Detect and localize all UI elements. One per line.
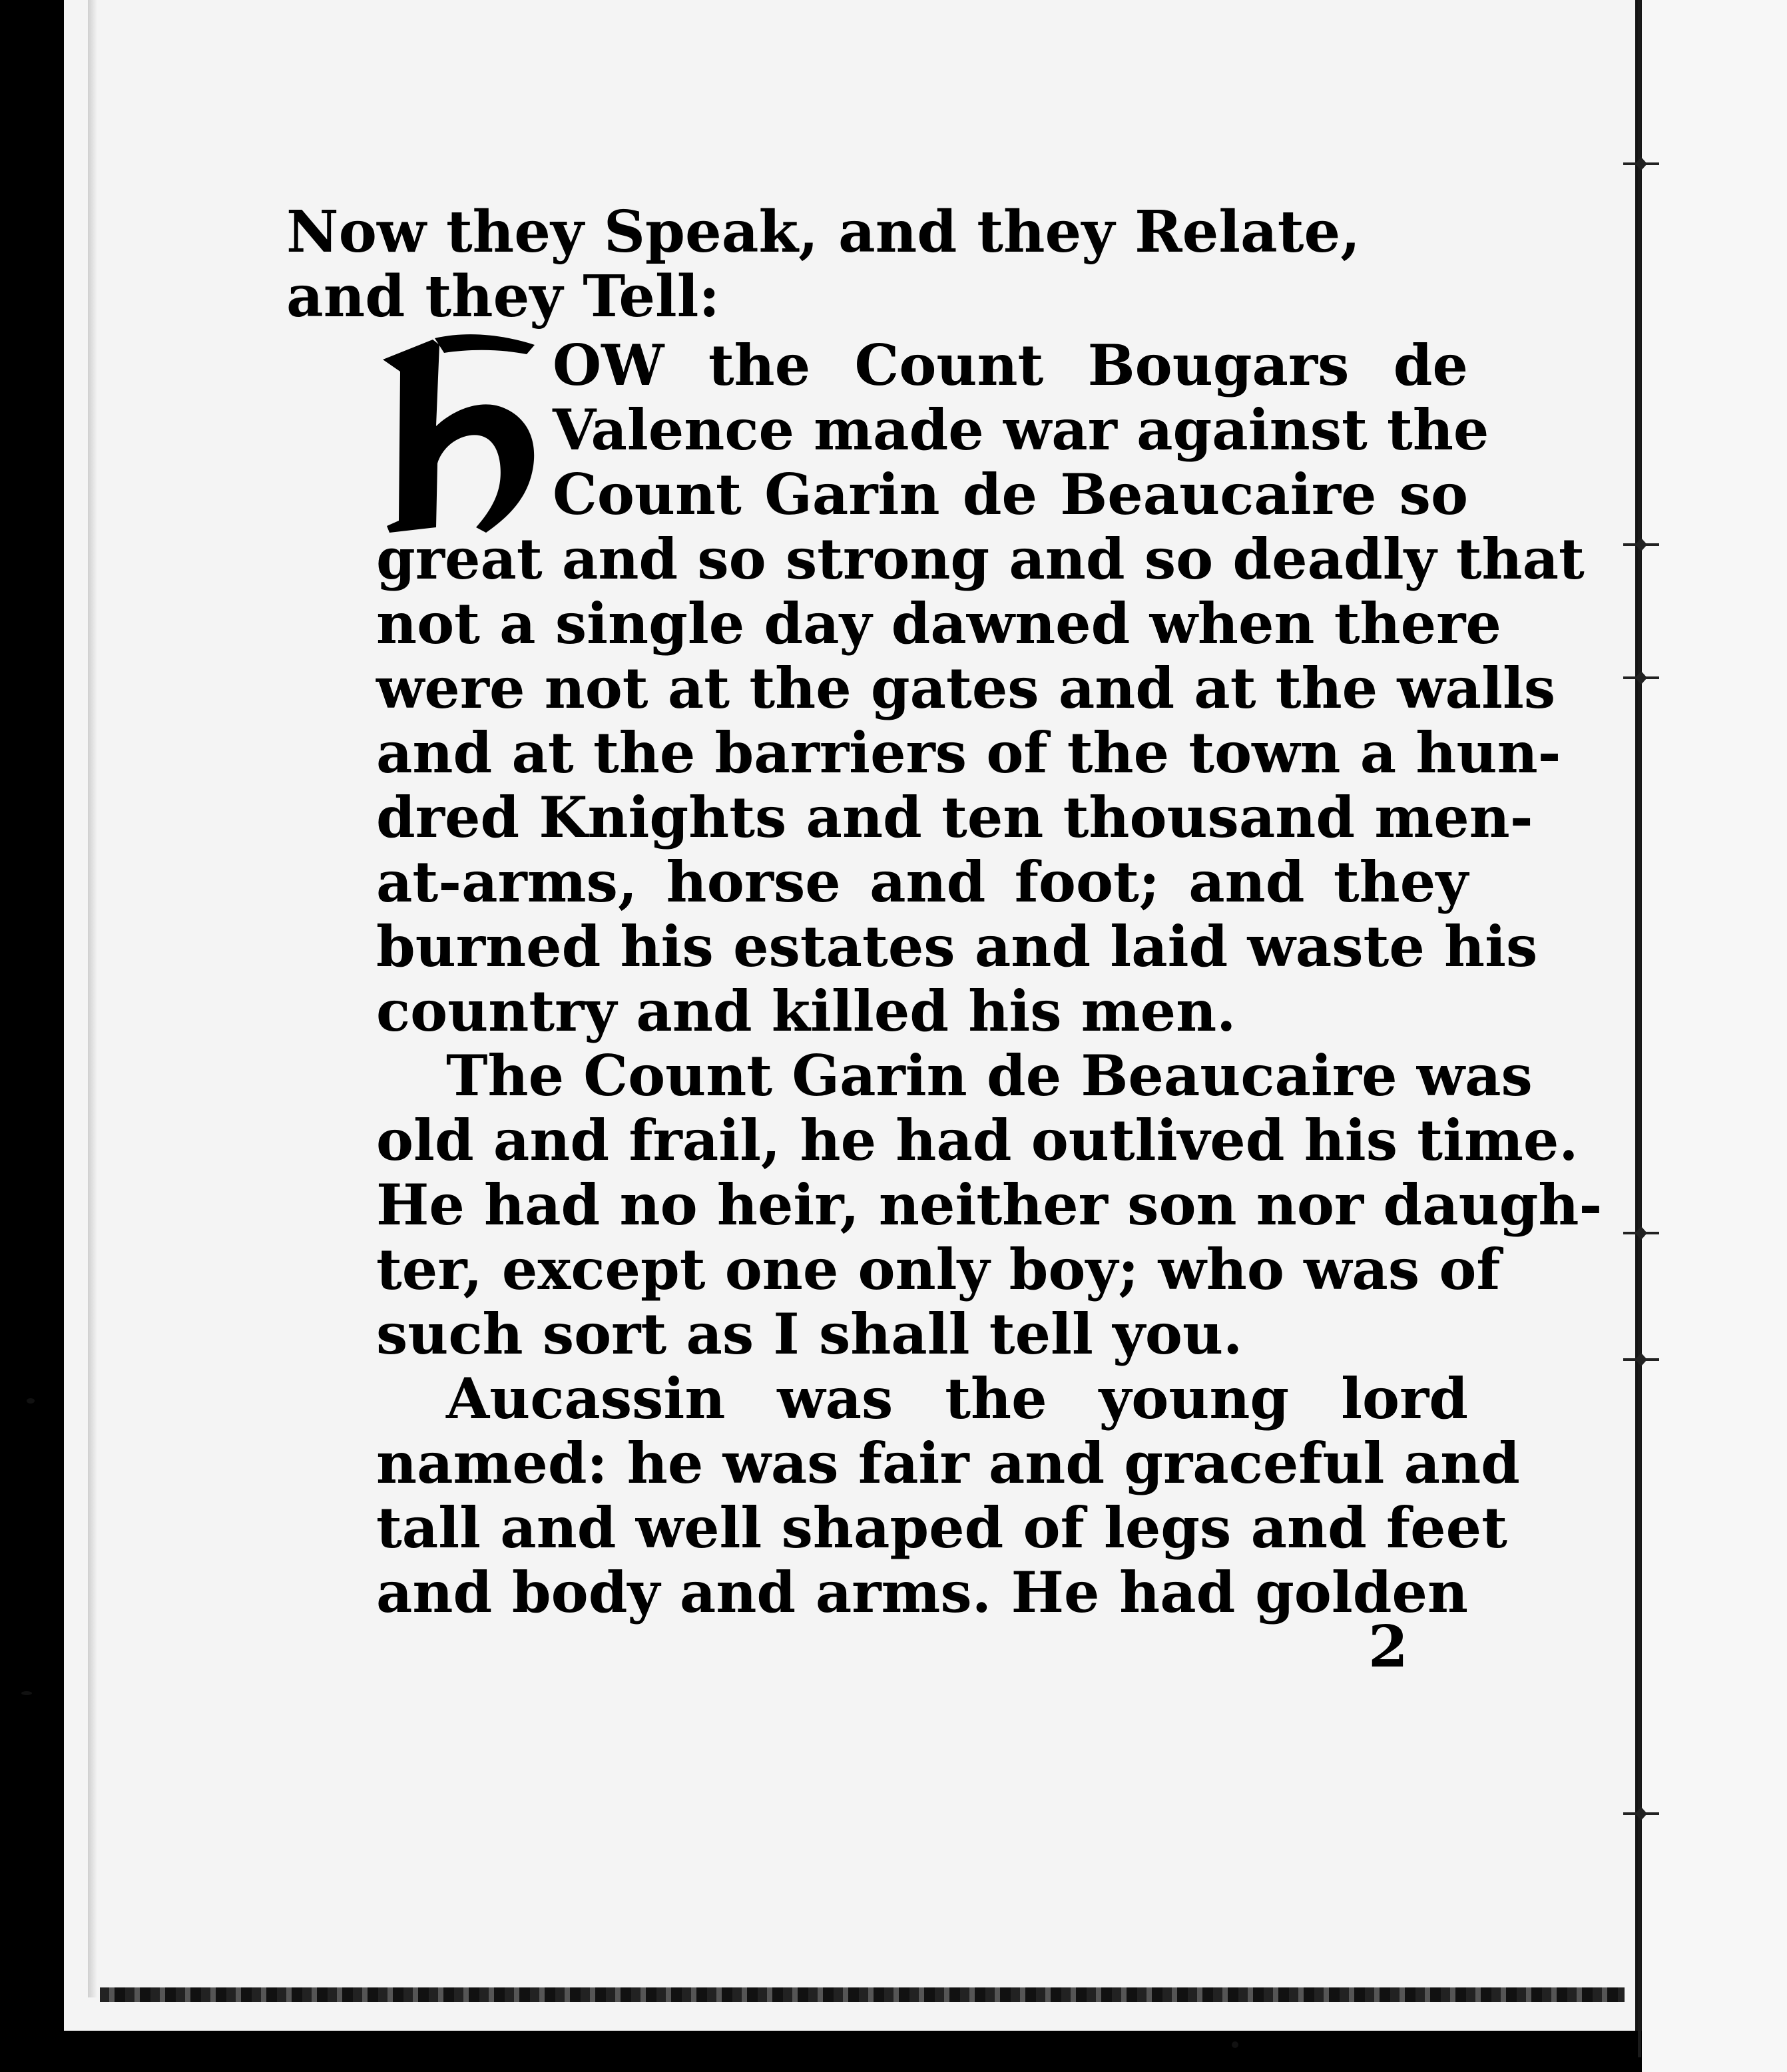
text-line: and body and arms. He had golden [376,1559,1468,1625]
scan-speck [21,1691,32,1695]
text-line: Valence made war against the [553,397,1489,463]
binding-line [1638,0,1641,2057]
text-line: Aucassin was the young lord [446,1366,1468,1431]
text-line: He had no heir, neither son nor daugh- [376,1172,1603,1238]
text-line: named: he was fair and graceful and [376,1430,1520,1496]
binding-stitch [1623,1226,1659,1240]
text-line: The Count Garin de Beaucaire was [446,1043,1533,1109]
text-line: old and frail, he had outlived his time. [376,1107,1579,1173]
chapter-heading [286,200,1360,329]
text-line: were not at the gates and at the walls [376,655,1556,721]
facing-page-edge [1642,0,1787,2072]
binding-stitch [1623,671,1659,684]
text-line: country and killed his men. [376,978,1236,1044]
heading-line: and they Tell: [286,263,720,330]
binding-stitch [1623,1353,1659,1366]
scan-speck [1232,2041,1238,2048]
text-line: Count Garin de Beaucaire so [553,461,1468,527]
scan-speck [27,1398,35,1404]
text-line: tall and well shaped of legs and feet [376,1495,1507,1561]
text-line: burned his estates and laid waste his [376,913,1538,979]
text-line: such sort as I shall tell you. [376,1301,1243,1367]
binding-stitch [1623,1807,1659,1820]
text-line: great and so strong and so deadly that [376,526,1585,592]
page-left-edge [88,0,97,1997]
binding-stitch [1623,538,1659,551]
text-line: not a single day dawned when there [376,591,1501,656]
text-line: OW the Count Bougars de [553,332,1468,398]
heading-line: Now they Speak, and they Relate, [286,198,1361,266]
body-text [376,332,1603,1625]
page-number: 2 [1368,1613,1408,1681]
text-line: dred Knights and ten thousand men- [376,784,1533,850]
text-line: ter, except one only boy; who was of [376,1236,1501,1302]
page-bottom-edge [100,1987,1625,2002]
text-line: and at the barriers of the town a hun- [376,720,1561,786]
binding-stitch [1623,157,1659,170]
text-line: at-arms, horse and foot; and they [376,849,1468,915]
